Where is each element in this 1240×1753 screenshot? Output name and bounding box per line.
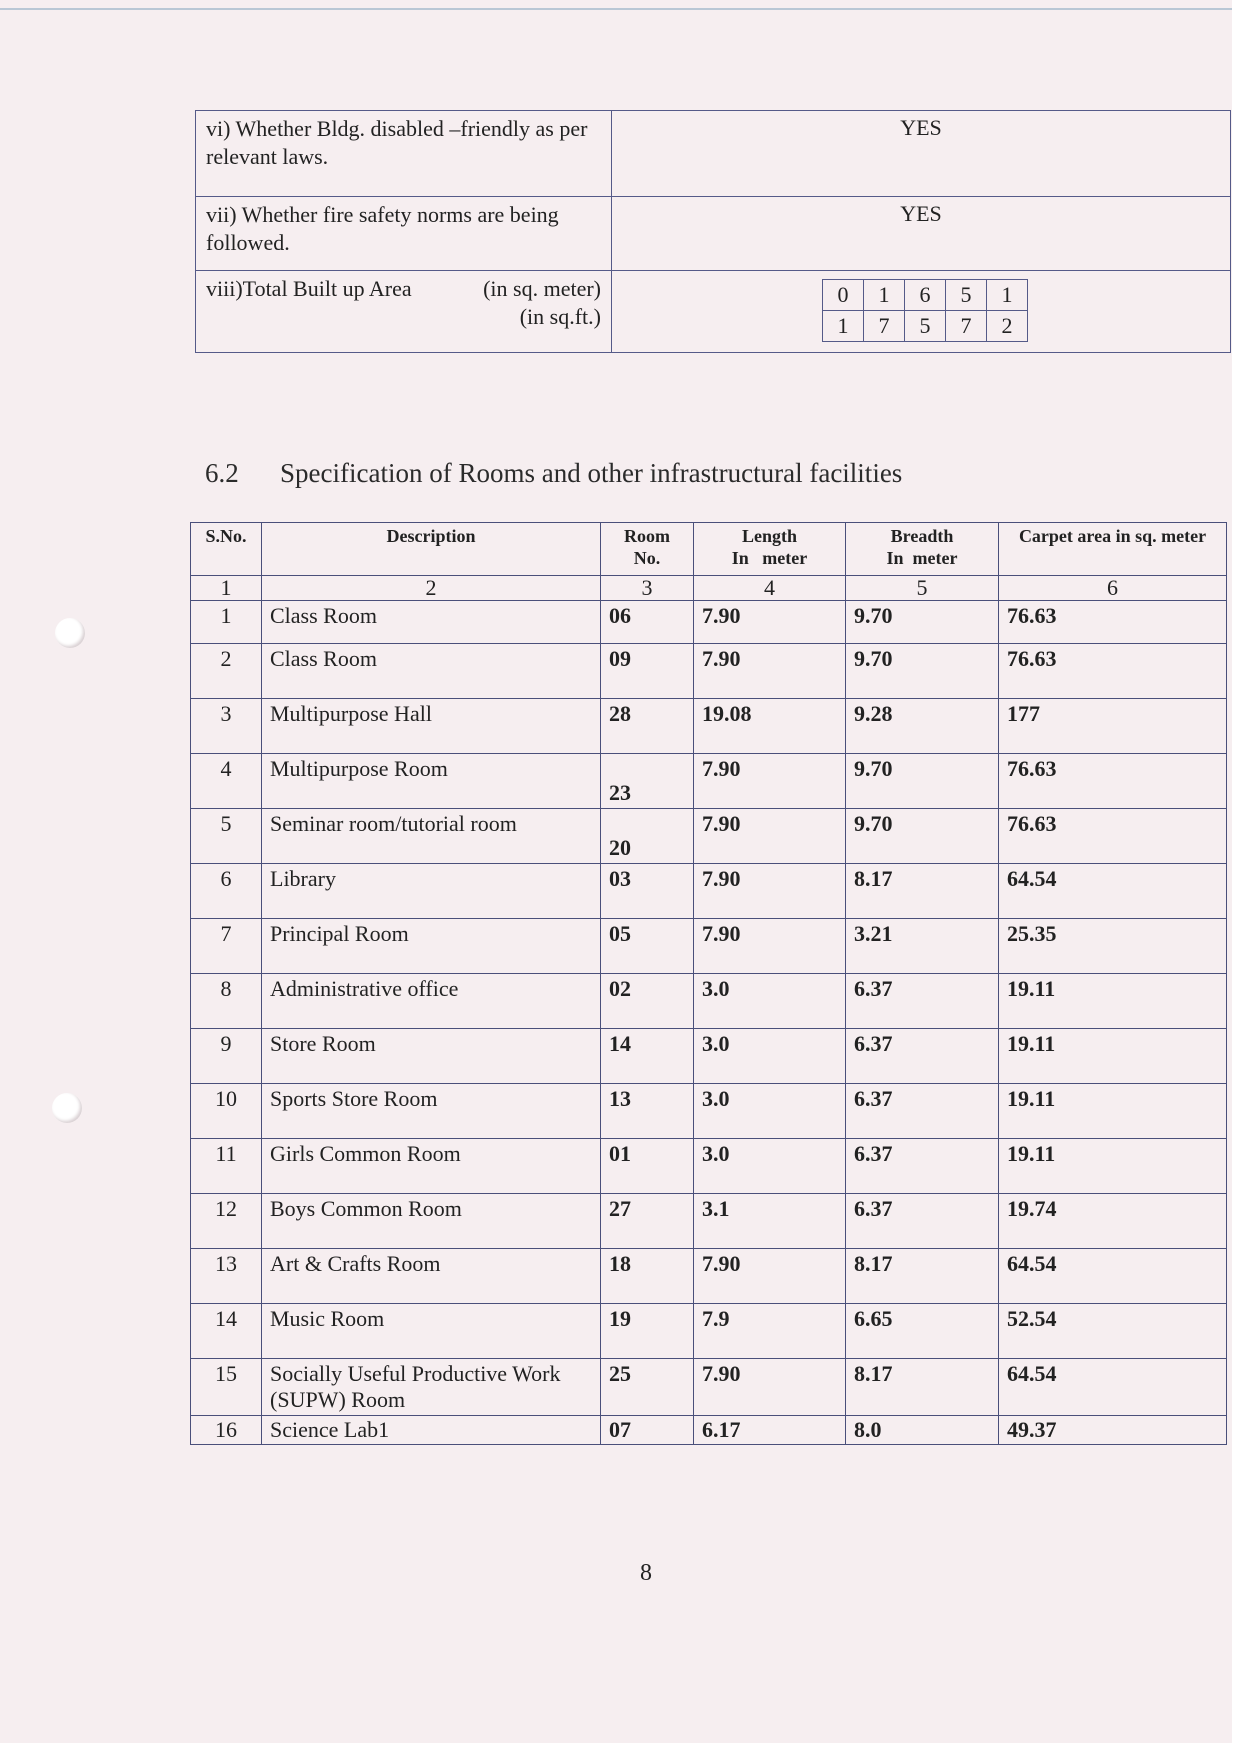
description-cell: Boys Common Room xyxy=(262,1194,601,1249)
length-cell: 7.9 xyxy=(694,1304,846,1359)
sno-cell: 3 xyxy=(191,699,262,754)
digit-box: 1 xyxy=(987,280,1028,311)
section-heading xyxy=(205,458,902,489)
table-row xyxy=(191,601,1227,644)
room-cell: 02 xyxy=(601,974,694,1029)
length-cell: 3.1 xyxy=(694,1194,846,1249)
table-row xyxy=(191,1139,1227,1194)
description-cell: Principal Room xyxy=(262,919,601,974)
length-cell: 3.0 xyxy=(694,1029,846,1084)
room-number: 20 xyxy=(609,835,631,860)
sno-cell: 1 xyxy=(191,601,262,644)
room-cell: 03 xyxy=(601,864,694,919)
sno-cell: 2 xyxy=(191,644,262,699)
breadth-cell: 8.17 xyxy=(846,1249,999,1304)
column-number: 6 xyxy=(999,576,1227,601)
header-length-line1: Length xyxy=(741,526,797,546)
header-room xyxy=(601,523,694,576)
unit-sq-meter: (in sq. meter) xyxy=(483,276,601,301)
breadth-cell: 6.37 xyxy=(846,974,999,1029)
area-cell: 19.11 xyxy=(999,1139,1227,1194)
room-cell: 05 xyxy=(601,919,694,974)
room-cell: 28 xyxy=(601,699,694,754)
description-cell: Science Lab1 xyxy=(262,1416,601,1445)
header-room-line2: No. xyxy=(633,548,661,568)
digit-box: 2 xyxy=(987,311,1028,342)
breadth-cell: 6.37 xyxy=(846,1194,999,1249)
sno-cell: 12 xyxy=(191,1194,262,1249)
area-cell: 19.11 xyxy=(999,1084,1227,1139)
question-cell: vi) Whether Bldg. disabled –friendly as per relevant laws. xyxy=(196,111,612,197)
sno-cell: 7 xyxy=(191,919,262,974)
description-cell: Library xyxy=(262,864,601,919)
sno-cell: 14 xyxy=(191,1304,262,1359)
column-number: 5 xyxy=(846,576,999,601)
area-digits-cell xyxy=(612,271,1231,353)
header-breadth-line1: Breadth xyxy=(890,526,954,546)
breadth-cell: 9.70 xyxy=(846,601,999,644)
length-cell: 7.90 xyxy=(694,919,846,974)
header-length-line2: In meter xyxy=(731,548,808,568)
table-row xyxy=(191,1084,1227,1139)
digit-box: 6 xyxy=(905,280,946,311)
area-cell: 76.63 xyxy=(999,809,1227,864)
length-cell: 7.90 xyxy=(694,1249,846,1304)
area-cell: 19.11 xyxy=(999,1029,1227,1084)
header-area: Carpet area in sq. meter xyxy=(999,523,1227,576)
table-row xyxy=(191,919,1227,974)
column-number: 2 xyxy=(262,576,601,601)
sno-cell: 6 xyxy=(191,864,262,919)
sno-cell: 5 xyxy=(191,809,262,864)
table-row xyxy=(191,754,1227,809)
area-cell: 52.54 xyxy=(999,1304,1227,1359)
length-cell: 7.90 xyxy=(694,754,846,809)
room-cell: 01 xyxy=(601,1139,694,1194)
table-row xyxy=(191,1194,1227,1249)
header-description: Description xyxy=(262,523,601,576)
unit-sq-ft: (in sq.ft.) xyxy=(519,304,601,329)
header-sno: S.No. xyxy=(191,523,262,576)
rooms-table xyxy=(190,522,1227,1445)
column-number: 3 xyxy=(601,576,694,601)
room-cell: 19 xyxy=(601,1304,694,1359)
breadth-cell: 8.17 xyxy=(846,1359,999,1416)
table-row xyxy=(191,809,1227,864)
breadth-cell: 3.21 xyxy=(846,919,999,974)
sno-cell: 15 xyxy=(191,1359,262,1416)
header-breadth xyxy=(846,523,999,576)
length-cell: 7.90 xyxy=(694,1359,846,1416)
sno-cell: 10 xyxy=(191,1084,262,1139)
punch-hole-upper xyxy=(55,618,85,648)
digit-box: 1 xyxy=(864,280,905,311)
section-title: Specification of Rooms and other infrastructural facilities xyxy=(280,458,903,488)
digit-box: 1 xyxy=(823,311,864,342)
area-cell: 64.54 xyxy=(999,864,1227,919)
area-cell: 76.63 xyxy=(999,601,1227,644)
built-up-area-label: viii)Total Built up Area xyxy=(206,276,412,301)
page-right-margin xyxy=(1232,0,1240,1753)
area-cell: 177 xyxy=(999,699,1227,754)
fire-safety-row xyxy=(196,197,1231,271)
description-cell: Multipurpose Room xyxy=(262,754,601,809)
room-cell: 18 xyxy=(601,1249,694,1304)
digit-box: 7 xyxy=(946,311,987,342)
description-cell: Administrative office xyxy=(262,974,601,1029)
description-cell: Store Room xyxy=(262,1029,601,1084)
room-cell: 27 xyxy=(601,1194,694,1249)
table-row xyxy=(191,1304,1227,1359)
area-cell: 25.35 xyxy=(999,919,1227,974)
table-row xyxy=(191,1359,1227,1416)
section-number: 6.2 xyxy=(205,458,239,488)
header-room-line1: Room xyxy=(624,526,670,546)
length-cell: 7.90 xyxy=(694,864,846,919)
table-row xyxy=(191,1029,1227,1084)
sq-ft-digits xyxy=(823,311,1028,342)
sno-cell: 8 xyxy=(191,974,262,1029)
description-cell: Music Room xyxy=(262,1304,601,1359)
sno-cell: 9 xyxy=(191,1029,262,1084)
breadth-cell: 6.37 xyxy=(846,1084,999,1139)
room-cell xyxy=(601,754,694,809)
length-cell: 3.0 xyxy=(694,1084,846,1139)
sno-cell: 16 xyxy=(191,1416,262,1445)
room-cell: 25 xyxy=(601,1359,694,1416)
area-cell: 76.63 xyxy=(999,754,1227,809)
length-cell: 3.0 xyxy=(694,974,846,1029)
description-cell: Class Room xyxy=(262,601,601,644)
area-cell: 64.54 xyxy=(999,1249,1227,1304)
breadth-cell: 9.70 xyxy=(846,644,999,699)
length-cell: 19.08 xyxy=(694,699,846,754)
length-cell: 7.90 xyxy=(694,601,846,644)
answer-cell: YES xyxy=(612,197,1231,271)
digit-box: 5 xyxy=(905,311,946,342)
area-cell: 19.74 xyxy=(999,1194,1227,1249)
table-row xyxy=(191,1416,1227,1445)
room-cell: 14 xyxy=(601,1029,694,1084)
description-cell: Seminar room/tutorial room xyxy=(262,809,601,864)
description-cell: Art & Crafts Room xyxy=(262,1249,601,1304)
area-cell: 49.37 xyxy=(999,1416,1227,1445)
area-cell: 76.63 xyxy=(999,644,1227,699)
digit-box: 7 xyxy=(864,311,905,342)
answer-cell: YES xyxy=(612,111,1231,197)
question-cell xyxy=(196,271,612,353)
breadth-cell: 9.70 xyxy=(846,809,999,864)
breadth-cell: 9.28 xyxy=(846,699,999,754)
header-row xyxy=(191,523,1227,576)
table-row xyxy=(191,974,1227,1029)
column-number-row xyxy=(191,576,1227,601)
breadth-cell: 8.17 xyxy=(846,864,999,919)
length-cell: 6.17 xyxy=(694,1416,846,1445)
description-cell: Socially Useful Productive Work (SUPW) Room xyxy=(262,1359,601,1416)
room-cell: 06 xyxy=(601,601,694,644)
length-cell: 3.0 xyxy=(694,1139,846,1194)
digit-box: 5 xyxy=(946,280,987,311)
length-cell: 7.90 xyxy=(694,644,846,699)
built-up-area-row xyxy=(196,271,1231,353)
length-cell: 7.90 xyxy=(694,809,846,864)
table-row xyxy=(191,1249,1227,1304)
table-row xyxy=(191,644,1227,699)
column-number: 1 xyxy=(191,576,262,601)
sno-cell: 11 xyxy=(191,1139,262,1194)
room-cell: 07 xyxy=(601,1416,694,1445)
room-number: 23 xyxy=(609,780,631,805)
room-cell: 13 xyxy=(601,1084,694,1139)
breadth-cell: 6.37 xyxy=(846,1029,999,1084)
table-row xyxy=(191,864,1227,919)
area-cell: 19.11 xyxy=(999,974,1227,1029)
question-cell: vii) Whether fire safety norms are being followed. xyxy=(196,197,612,271)
header-breadth-line2: In meter xyxy=(886,548,958,568)
sno-cell: 13 xyxy=(191,1249,262,1304)
room-cell xyxy=(601,809,694,864)
description-cell: Sports Store Room xyxy=(262,1084,601,1139)
description-cell: Multipurpose Hall xyxy=(262,699,601,754)
page-number: 8 xyxy=(640,1560,652,1586)
header-length xyxy=(694,523,846,576)
punch-hole-lower xyxy=(52,1093,82,1123)
building-info-table xyxy=(195,110,1231,353)
sno-cell: 4 xyxy=(191,754,262,809)
table-row xyxy=(191,699,1227,754)
breadth-cell: 9.70 xyxy=(846,754,999,809)
sq-meter-digits xyxy=(823,280,1028,311)
breadth-cell: 8.0 xyxy=(846,1416,999,1445)
area-digit-grid xyxy=(822,279,1028,342)
disabled-friendly-row xyxy=(196,111,1231,197)
column-number: 4 xyxy=(694,576,846,601)
breadth-cell: 6.37 xyxy=(846,1139,999,1194)
page-top-edge xyxy=(0,8,1240,10)
breadth-cell: 6.65 xyxy=(846,1304,999,1359)
description-cell: Class Room xyxy=(262,644,601,699)
description-cell: Girls Common Room xyxy=(262,1139,601,1194)
digit-box: 0 xyxy=(823,280,864,311)
area-cell: 64.54 xyxy=(999,1359,1227,1416)
room-cell: 09 xyxy=(601,644,694,699)
page-bottom-margin xyxy=(0,1743,1240,1753)
